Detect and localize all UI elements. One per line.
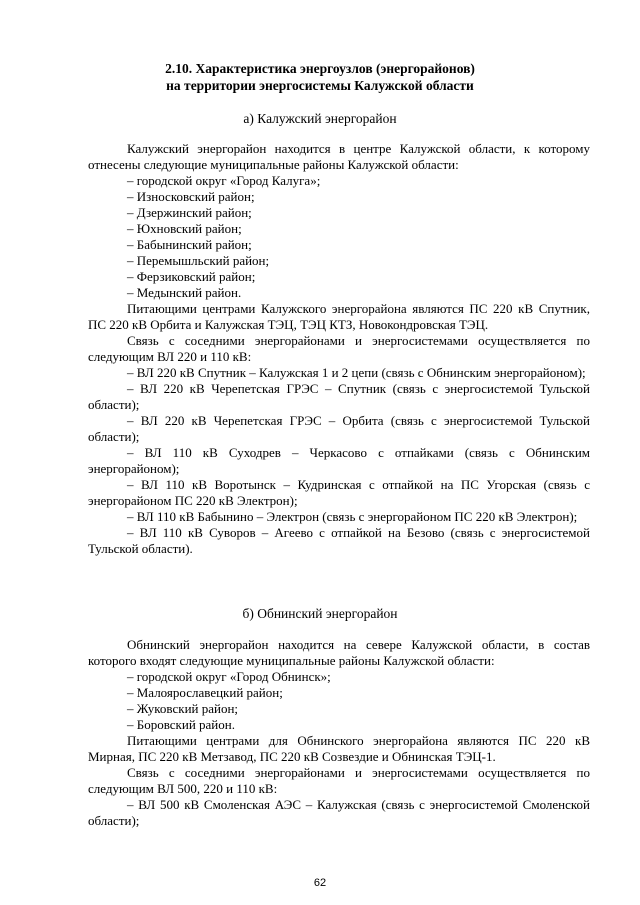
list-item: – городской округ «Город Обнинск»;: [127, 669, 331, 684]
obninsk-intro: Обнинский энергорайон находится на севере Калужской области, в состав которого входят следующие муниципальные районы Калужской области:: [88, 637, 590, 668]
section-kaluga-body: [88, 141, 590, 557]
page-number: 62: [313, 877, 327, 889]
kaluga-links-intro: Связь с соседними энергорайонами и энергосистемами осуществляется по следующим ВЛ 220 и 110 кВ:: [88, 333, 590, 364]
obninsk-links-intro: Связь с соседними энергорайонами и энергосистемами осуществляется по следующим ВЛ 500, 220 и 110 кВ:: [88, 765, 590, 796]
list-item: – Дзержинский район;: [127, 205, 252, 220]
list-item: – городской округ «Город Калуга»;: [127, 173, 321, 188]
list-item: – Износковский район;: [127, 189, 255, 204]
kaluga-power-centers: Питающими центрами Калужского энергорайона являются ПС 220 кВ Спутник, ПС 220 кВ Орбита и Калужская ТЭЦ, ТЭЦ КТЗ, Новокондровская ТЭЦ.: [88, 301, 590, 332]
list-item: – ВЛ 220 кВ Черепетская ГРЭС – Спутник (связь с энергосистемой Тульской области);: [88, 381, 590, 412]
section-heading: [0, 60, 640, 94]
list-item: – ВЛ 110 кВ Суворов – Агеево с отпайкой на Безово (связь с энергосистемой Тульской области).: [88, 525, 590, 556]
heading-line-2: на территории энергосистемы Калужской области: [166, 78, 474, 93]
list-item: – ВЛ 220 кВ Черепетская ГРЭС – Орбита (связь с энергосистемой Тульской области);: [88, 413, 590, 444]
heading-line-1: 2.10. Характеристика энергоузлов (энергорайонов): [165, 61, 475, 76]
list-item: – Перемышльский район;: [127, 253, 270, 268]
list-item: – ВЛ 110 кВ Суходрев – Черкасово с отпайками (связь с Обнинским энергорайоном);: [88, 445, 590, 476]
list-item: – Юхновский район;: [127, 221, 242, 236]
list-item: – Бабынинский район;: [127, 237, 252, 252]
section-obninsk-body: [88, 637, 590, 829]
obninsk-district-list: [88, 669, 590, 733]
list-item: – Медынский район.: [127, 285, 242, 300]
kaluga-district-list: [88, 173, 590, 301]
list-item: – ВЛ 500 кВ Смоленская АЭС – Калужская (связь с энергосистемой Смоленской области);: [88, 797, 590, 828]
list-item: – ВЛ 220 кВ Спутник – Калужская 1 и 2 цепи (связь с Обнинским энергорайоном);: [127, 365, 586, 380]
list-item: – Жуковский район;: [127, 701, 239, 716]
list-item: – Боровский район.: [127, 717, 235, 732]
obninsk-power-centers: Питающими центрами для Обнинского энергорайона являются ПС 220 кВ Мирная, ПС 220 кВ Метзавод, ПС 220 кВ Созвездие и Обнинская ТЭЦ-1.: [88, 733, 590, 764]
list-item: – ВЛ 110 кВ Воротынск – Кудринская с отпайкой на ПС Угорская (связь с энергорайоном ПС 220 кВ Электрон);: [88, 477, 590, 508]
kaluga-intro: Калужский энергорайон находится в центре Калужской области, к которому отнесены следующие муниципальные районы Калужской области:: [88, 141, 590, 172]
list-item: – Ферзиковский район;: [127, 269, 256, 284]
list-item: – Малоярославецкий район;: [127, 685, 283, 700]
subsection-title-kaluga: а) Калужский энергорайон: [243, 111, 397, 126]
subsection-title-obninsk: б) Обнинский энергорайон: [242, 606, 398, 621]
list-item: – ВЛ 110 кВ Бабынино – Электрон (связь с энергорайоном ПС 220 кВ Электрон);: [127, 509, 578, 524]
